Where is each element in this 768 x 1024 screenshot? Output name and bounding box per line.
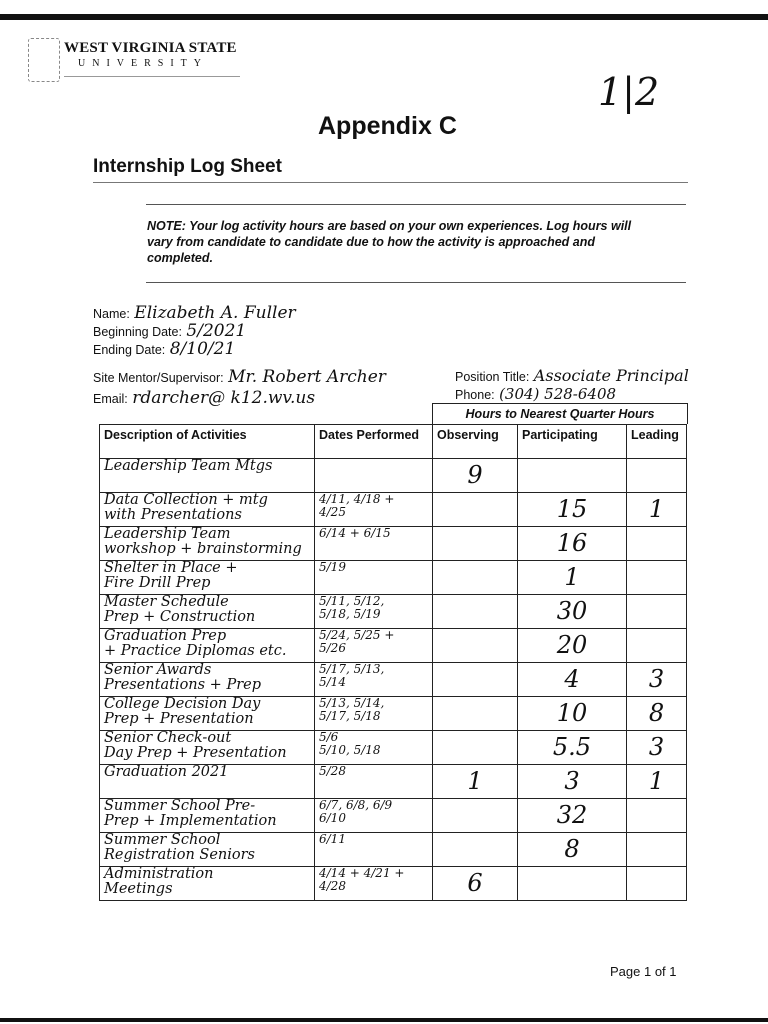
leading-hours-line: 1 (648, 495, 665, 523)
dates-performed-line: 6/10 (319, 811, 346, 825)
leading-hours-line: 8 (648, 699, 665, 727)
dates-performed-line: 5/26 (319, 641, 346, 655)
activity-description (100, 731, 315, 765)
divider (93, 182, 688, 183)
table-header-row (100, 425, 687, 459)
participating-hours (518, 493, 627, 527)
column-header: Participating (518, 425, 627, 459)
activity-description (100, 697, 315, 731)
leading-hours (627, 799, 687, 833)
leading-hours (627, 697, 687, 731)
note-text: NOTE: Your log activity hours are based on your own experiences. Log hours will vary from candidate to candidate due to how the activity is approached and completed. (147, 219, 632, 265)
leading-hours (627, 629, 687, 663)
dates-performed (315, 663, 433, 697)
activity-description (100, 493, 315, 527)
observing-hours (433, 595, 518, 629)
participating-hours (518, 459, 627, 493)
dates-performed (315, 561, 433, 595)
participating-hours-line: 4 (564, 665, 580, 693)
activity-description-line: Shelter in Place + (104, 560, 238, 576)
dates-performed-line: 5/19 (319, 560, 346, 574)
name-row (93, 303, 296, 323)
dates-performed-line: 5/17, 5/13, (319, 662, 385, 676)
observing-hours (433, 663, 518, 697)
observing-hours (433, 527, 518, 561)
leading-hours (627, 833, 687, 867)
dates-performed-line: 5/18, 5/19 (319, 607, 381, 621)
activity-description-line: Graduation Prep (104, 628, 227, 644)
participating-hours (518, 799, 627, 833)
dates-performed-line: 5/11, 5/12, (319, 594, 385, 608)
email-label: Email: (93, 392, 128, 406)
dates-performed (315, 527, 433, 561)
dates-performed (315, 731, 433, 765)
activity-description-line: Prep + Implementation (104, 813, 277, 829)
dates-performed-line: 5/14 (319, 675, 346, 689)
observing-hours (433, 731, 518, 765)
activity-description-line: + Practice Diplomas etc. (104, 643, 287, 659)
participating-hours-line: 32 (556, 801, 588, 829)
page-title: Appendix C (318, 112, 457, 140)
dates-performed-line: 4/25 (319, 505, 346, 519)
dates-performed-line: 6/11 (319, 832, 346, 846)
activity-description (100, 527, 315, 561)
dates-performed (315, 459, 433, 493)
participating-hours-line: 1 (564, 563, 580, 591)
top-border (0, 14, 768, 20)
activity-description-line: Leadership Team Mtgs (104, 458, 273, 474)
note-divider-bottom (146, 282, 686, 283)
leading-hours (627, 561, 687, 595)
participating-hours (518, 663, 627, 697)
university-logo (28, 36, 238, 86)
leading-hours (627, 595, 687, 629)
participating-hours (518, 595, 627, 629)
name-label: Name: (93, 307, 130, 321)
bottom-border (0, 1018, 768, 1022)
end-date-row (93, 339, 235, 359)
participating-hours (518, 527, 627, 561)
table-row (100, 765, 687, 799)
activity-description-line: Summer School Pre- (104, 798, 256, 814)
dates-performed-line: 6/14 + 6/15 (319, 526, 391, 540)
end-date-value: 8/10/21 (169, 339, 236, 359)
leading-hours-line: 3 (648, 733, 665, 761)
name-value: Elizabeth A. Fuller (134, 303, 296, 323)
activity-description-line: Meetings (104, 881, 173, 897)
dates-performed (315, 629, 433, 663)
leading-hours-line: 1 (648, 767, 665, 795)
end-date-label: Ending Date: (93, 343, 166, 357)
leading-hours (627, 493, 687, 527)
email-value: rdarcher@ k12.wv.us (132, 388, 316, 408)
observing-hours (433, 697, 518, 731)
logo-rule (64, 76, 240, 77)
observing-hours-line: 6 (467, 869, 483, 897)
page-subtitle: Internship Log Sheet (93, 156, 282, 177)
observing-hours (433, 867, 518, 901)
begin-date-label: Beginning Date: (93, 325, 182, 339)
table-row (100, 595, 687, 629)
dates-performed (315, 697, 433, 731)
table-row (100, 731, 687, 765)
participating-hours-line: 30 (556, 597, 588, 625)
dates-performed (315, 595, 433, 629)
activity-description (100, 867, 315, 901)
participating-hours (518, 833, 627, 867)
leading-hours (627, 527, 687, 561)
position-label: Position Title: (455, 370, 530, 384)
participating-hours (518, 731, 627, 765)
activity-description (100, 799, 315, 833)
column-header: Description of Activities (100, 425, 315, 459)
begin-date-row (93, 321, 246, 341)
participating-hours-line: 16 (556, 529, 588, 557)
participating-hours-line: 5.5 (552, 733, 592, 761)
leading-hours-line: 3 (648, 665, 665, 693)
observing-hours (433, 765, 518, 799)
activity-description-line: Day Prep + Presentation (104, 745, 287, 761)
table-row (100, 663, 687, 697)
note-divider-top (146, 204, 686, 205)
column-header: Observing (433, 425, 518, 459)
column-header: Leading (627, 425, 687, 459)
activity-description-line: with Presentations (104, 507, 242, 523)
participating-hours-line: 10 (556, 699, 588, 727)
activity-description-line: Administration (104, 866, 214, 882)
activity-description (100, 833, 315, 867)
activity-description (100, 459, 315, 493)
begin-date-value: 5/2021 (186, 321, 247, 341)
activity-description-line: Leadership Team (104, 526, 231, 542)
dates-performed (315, 867, 433, 901)
activity-description (100, 595, 315, 629)
participating-hours (518, 697, 627, 731)
mentor-label: Site Mentor/Supervisor: (93, 371, 224, 385)
mentor-row (93, 367, 386, 387)
activity-description-line: Prep + Construction (104, 609, 256, 625)
participating-hours (518, 629, 627, 663)
activity-description-line: Senior Awards (104, 662, 212, 678)
table-row (100, 561, 687, 595)
leading-hours (627, 731, 687, 765)
dates-performed-line: 5/13, 5/14, (319, 696, 385, 710)
dates-performed-line: 4/14 + 4/21 + (319, 866, 405, 880)
table-row (100, 697, 687, 731)
position-value: Associate Principal (533, 366, 689, 385)
participating-hours-line: 15 (556, 495, 588, 523)
observing-hours (433, 629, 518, 663)
phone-row (455, 385, 616, 404)
dates-performed-line: 5/28 (319, 764, 346, 778)
leading-hours (627, 867, 687, 901)
table-row (100, 799, 687, 833)
phone-label: Phone: (455, 388, 495, 402)
hours-header: Hours to Nearest Quarter Hours (432, 403, 688, 424)
activity-description-line: Master Schedule (104, 594, 229, 610)
activity-description-line: Prep + Presentation (104, 711, 254, 727)
leading-hours (627, 765, 687, 799)
activity-description (100, 629, 315, 663)
dates-performed-line: 4/28 (319, 879, 346, 893)
page-footer: Page 1 of 1 (610, 964, 677, 979)
table-row (100, 867, 687, 901)
handwritten-page-fraction: 1|2 (598, 70, 660, 114)
phone-value: (304) 528-6408 (499, 385, 617, 403)
table-row (100, 527, 687, 561)
activity-description-line: Graduation 2021 (104, 764, 229, 780)
observing-hours (433, 561, 518, 595)
observing-hours (433, 833, 518, 867)
participating-hours-line: 20 (556, 631, 588, 659)
email-row (93, 388, 315, 408)
dates-performed (315, 493, 433, 527)
dates-performed-line: 5/24, 5/25 + (319, 628, 395, 642)
position-row (455, 366, 689, 386)
observing-hours-line: 1 (467, 767, 483, 795)
dates-performed-line: 6/7, 6/8, 6/9 (319, 798, 393, 812)
activity-description-line: Data Collection + mtg (104, 492, 268, 508)
table-row (100, 493, 687, 527)
observing-hours-line: 9 (467, 461, 483, 489)
activity-description-line: Fire Drill Prep (104, 575, 211, 591)
observing-hours (433, 799, 518, 833)
table-row (100, 629, 687, 663)
activity-description-line: Summer School (104, 832, 221, 848)
activity-description (100, 765, 315, 799)
dates-performed-line: 5/10, 5/18 (319, 743, 381, 757)
dates-performed (315, 799, 433, 833)
internship-log-table (99, 424, 687, 901)
observing-hours (433, 459, 518, 493)
participating-hours (518, 867, 627, 901)
mentor-value: Mr. Robert Archer (228, 367, 386, 387)
activity-description-line: Presentations + Prep (104, 677, 261, 693)
activity-description-line: Registration Seniors (104, 847, 255, 863)
table-row (100, 833, 687, 867)
dates-performed-line: 5/17, 5/18 (319, 709, 381, 723)
participating-hours-line: 8 (564, 835, 580, 863)
dates-performed (315, 765, 433, 799)
observing-hours (433, 493, 518, 527)
logo-line-2: UNIVERSITY (78, 58, 208, 69)
dates-performed-line: 4/11, 4/18 + (319, 492, 395, 506)
logo-line-1: WEST VIRGINIA STATE (64, 40, 237, 56)
activity-description-line: workshop + brainstorming (104, 541, 302, 557)
table-body (100, 459, 687, 901)
dates-performed-line: 5/6 (319, 730, 339, 744)
activity-description-line: Senior Check-out (104, 730, 232, 746)
activity-description (100, 663, 315, 697)
leading-hours (627, 459, 687, 493)
participating-hours-line: 3 (564, 767, 580, 795)
column-header: Dates Performed (315, 425, 433, 459)
participating-hours (518, 765, 627, 799)
activity-description (100, 561, 315, 595)
table-row (100, 459, 687, 493)
leading-hours (627, 663, 687, 697)
dates-performed (315, 833, 433, 867)
participating-hours (518, 561, 627, 595)
seal-icon (28, 38, 60, 82)
activity-description-line: College Decision Day (104, 696, 261, 712)
